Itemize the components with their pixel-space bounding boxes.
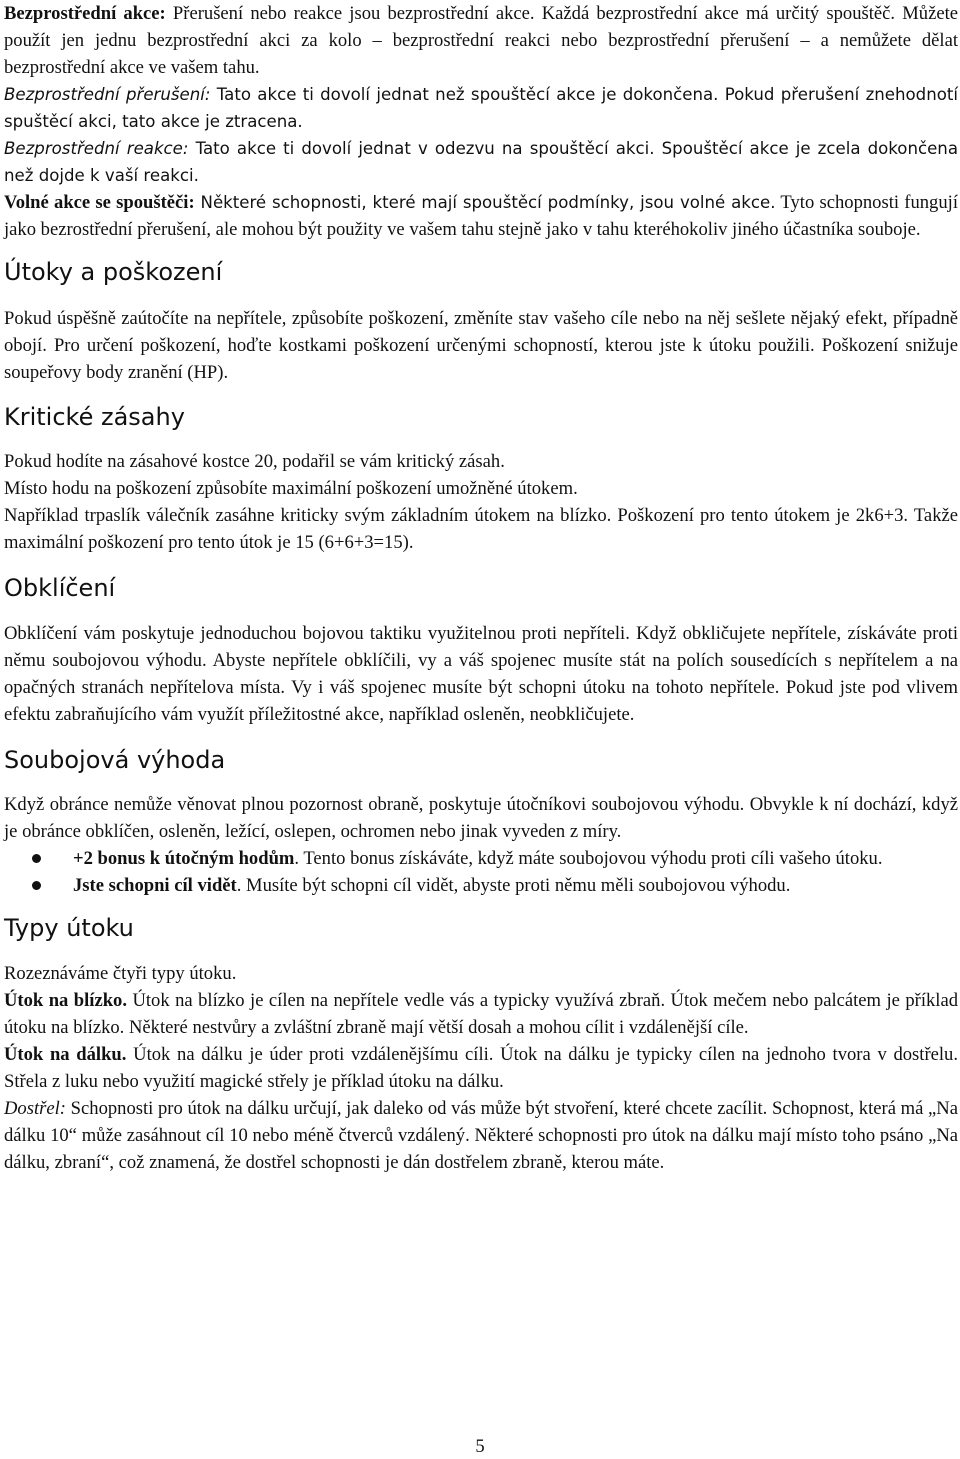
list-item <box>4 845 958 872</box>
immediate-interrupt-label: Bezprostřední přerušení: <box>4 85 211 104</box>
critical-hits-line-3: Například trpaslík válečník zasáhne kriticky svým základním útokem na blízko. Poškození pro tento útokem je 2k6+3. Takže maximální poškození pro tento útok je 15 (6+6+3=15). <box>4 505 958 553</box>
immediate-actions-text: Přerušení nebo reakce jsou bezprostřední akce. Každá bezprostřední akce má určitý spouštěč. Můžete použít jen jednu bezprostřední akci za kolo – bezprostřední reakci nebo bezprostřední přerušení – a nemůžete dělat bezprostřední akce ve vašem tahu. <box>4 3 958 78</box>
range-text: Schopnosti pro útok na dálku určují, jak daleko od vás může být stvoření, které chcete zacílit. Schopnost, která má „Na dálku 10“ může zasáhnout cíl 10 nebo méně čtverců vzdálený. Některé schopnosti pro útok na dálku mají místo toho psáno „Na dálku, zbraní“, což znamená, že dostřel schopnosti je dán dostřelem zbraně, kterou máte. <box>4 1098 958 1173</box>
list-item <box>4 872 958 899</box>
bullet-icon <box>32 854 41 863</box>
immediate-reaction-text: Tato akce ti dovolí jednat v odezvu na spouštěcí akci. Spouštěcí akce je zcela dokončena než dojde k vaší reakci. <box>4 139 958 185</box>
immediate-interrupt-paragraph <box>4 81 958 135</box>
immediate-reaction-label: Bezprostřední reakce: <box>4 139 189 158</box>
document-page <box>4 0 958 1176</box>
list-item-text: . Tento bonus získáváte, když máte soubojovou výhodu proti cíli vašeho útoku. <box>294 848 883 869</box>
critical-hits-heading: Kritické zásahy <box>4 403 185 431</box>
critical-hits-line-1: Pokud hodíte na zásahové kostce 20, podařil se vám kritický zásah. <box>4 451 505 472</box>
list-item-bold: +2 bonus k útočným hodům <box>73 848 295 869</box>
list-item-bold: Jste schopni cíl vidět <box>73 875 237 896</box>
range-paragraph <box>4 1095 958 1176</box>
attack-types-intro: Rozeznáváme čtyři typy útoku. <box>4 963 237 984</box>
melee-attack-text: Útok na blízko je cílen na nepřítele vedle vás a typicky využívá zbraň. Útok mečem nebo palcátem je příklad útoku na blízko. Některé nestvůry a zvláštní zbraně mají větší dosah a mohou cílit i vzdálenější cíle. <box>4 990 958 1038</box>
combat-advantage-list <box>4 845 958 899</box>
attacks-damage-heading: Útoky a poškození <box>4 258 223 286</box>
attacks-damage-paragraph: Pokud úspěšně zaútočíte na nepřítele, způsobíte poškození, změníte stav vašeho cíle nebo na něj sešlete nějaký efekt, případně obojí. Pro určení poškození, hoďte kostkami poškození určenými schopností, kterou jste k útoku použili. Poškození snižuje soupeřovy body zranění (HP). <box>4 308 958 383</box>
free-actions-text: Tyto schopnosti fungují jako bezrostřední přerušení, ale mohou být použity ve vašem tahu stejně jako v tahu kteréhokoliv jiného účastníka souboje. <box>4 192 958 240</box>
page-number: 5 <box>475 1436 485 1457</box>
ranged-attack-text: Útok na dálku je úder proti vzdálenějšímu cíli. Útok na dálku je typicky cílen na jednoho tvora v dostřelu. Střela z luku nebo využití magické střely je příklad útoku na dálku. <box>4 1044 958 1092</box>
melee-attack-label: Útok na blízko. <box>4 990 128 1011</box>
free-actions-text-sans: Některé schopnosti, které mají spouštěcí podmínky, jsou volné akce. <box>194 193 776 212</box>
flanking-paragraph: Obklíčení vám poskytuje jednoduchou bojovou taktiku využitelnou proti nepříteli. Když obkličujete nepřítele, získáváte proti němu soubojovou výhodu. Abyste nepřítele obklíčili, vy a váš spojenec musíte stát na polích sousedících s nepřítelem a na opačných stranách nepřítelova místa. Vy i váš spojenec musíte být schopni útoku na tohoto nepřítele. Pokud jste pod vlivem efektu zabraňujícího vám využít příležitostné akce, například osleněn, neobkličujete. <box>4 623 958 725</box>
list-item-text: . Musíte být schopni cíl vidět, abyste proti němu měli soubojovou výhodu. <box>236 875 791 896</box>
combat-advantage-heading: Soubojová výhoda <box>4 746 226 774</box>
bullet-icon <box>32 881 41 890</box>
free-actions-label: Volné akce se spouštěči: <box>4 192 195 213</box>
free-actions-paragraph <box>4 189 958 243</box>
immediate-reaction-paragraph <box>4 135 958 189</box>
ranged-attack-label: Útok na dálku. <box>4 1044 127 1065</box>
immediate-actions-label: Bezprostřední akce: <box>4 3 166 24</box>
attack-types-heading: Typy útoku <box>4 914 134 942</box>
critical-hits-line-2: Místo hodu na poškození způsobíte maximální poškození umožněné útokem. <box>4 478 578 499</box>
immediate-interrupt-text: Tato akce ti dovolí jednat než spouštěcí akce je dokončena. Pokud přerušení znehodnotí spuštěcí akci, tato akce je ztracena. <box>4 85 959 131</box>
range-label: Dostřel: <box>4 1098 66 1119</box>
combat-advantage-paragraph: Když obránce nemůže věnovat plnou pozornost obraně, poskytuje útočníkovi soubojovou výhodu. Obvykle k ní dochází, když je obránce obklíčen, osleněn, ležící, oslepen, ochromen nebo jinak vyveden z míry. <box>4 794 958 842</box>
melee-attack-paragraph <box>4 987 958 1041</box>
immediate-actions-paragraph <box>4 0 958 81</box>
ranged-attack-paragraph <box>4 1041 958 1095</box>
flanking-heading: Obklíčení <box>4 574 116 602</box>
